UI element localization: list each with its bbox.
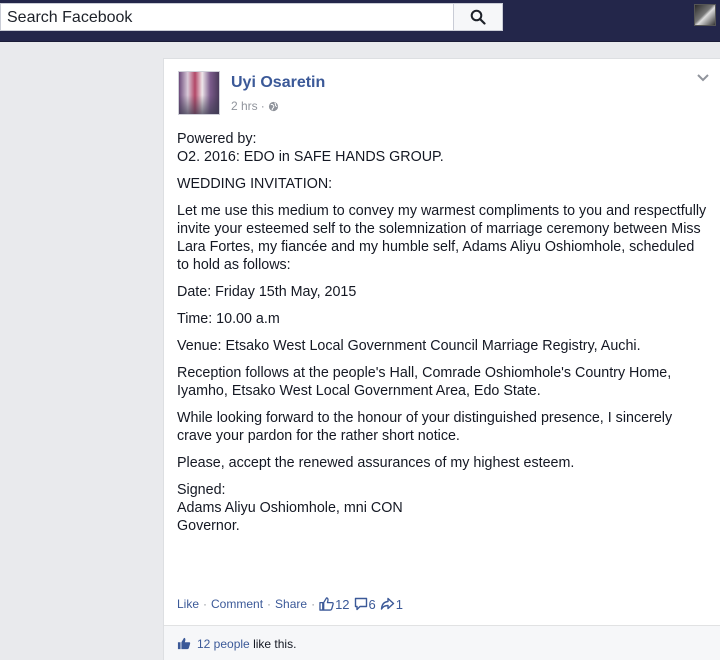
thumbs-up-icon [177, 637, 191, 650]
likes-summary-bar [164, 625, 720, 660]
author-name-link[interactable]: Uyi Osaretin [231, 74, 326, 91]
post-paragraph: Let me use this medium to convey my warmest compliments to you and respectfully invite your esteemed self to the solemnization of marriage ceremony between Miss Lara Fortes, my fiancée and my humble self, Adams Aliyu Oshiomhole, scheduled to hold as follows: [177, 203, 707, 273]
post-paragraph: While looking forward to the honour of your distinguished presence, I sincerely crave your pardon for the rather short notice. [177, 410, 673, 444]
post-body [177, 130, 707, 544]
search-button[interactable] [453, 3, 503, 31]
profile-avatar[interactable] [694, 4, 716, 26]
author-avatar[interactable] [178, 71, 220, 115]
top-navigation-bar [0, 0, 720, 42]
like-count: 12 [335, 596, 350, 612]
search-icon [470, 9, 486, 25]
globe-icon[interactable] [268, 101, 279, 112]
thumbs-up-icon [319, 597, 334, 611]
comment-bubble-icon [354, 597, 368, 611]
post-paragraph: Date: Friday 15th May, 2015 [177, 284, 357, 300]
share-count-button[interactable] [380, 597, 407, 612]
share-arrow-icon [380, 597, 395, 611]
post-meta [231, 99, 279, 113]
like-count-button[interactable] [319, 597, 353, 612]
share-link[interactable]: Share [275, 597, 308, 611]
post-paragraph: Signed: Adams Aliyu Oshiomhole, mni CON Governor. [177, 482, 403, 534]
likers-link[interactable]: 12 people [197, 636, 250, 651]
post-paragraph: Time: 10.00 a.m [177, 311, 280, 327]
comment-count: 6 [368, 596, 376, 612]
share-count: 1 [395, 596, 403, 612]
comment-count-button[interactable] [354, 597, 380, 612]
action-separator: · [267, 597, 272, 611]
feed-post [163, 58, 720, 660]
post-paragraph: Powered by: O2. 2016: EDO in SAFE HANDS GROUP. [177, 131, 444, 165]
search-input[interactable]: Search Facebook [0, 3, 453, 31]
post-paragraph: WEDDING INVITATION: [177, 176, 333, 192]
post-paragraph: Venue: Etsako West Local Government Council Marriage Registry, Auchi. [177, 338, 641, 354]
post-paragraph: Reception follows at the people's Hall, Comrade Oshiomhole's Country Home, Iyamho, Etsako West Local Government Area, Edo State. [177, 365, 672, 399]
comment-link[interactable]: Comment [211, 597, 264, 611]
post-actions [177, 594, 407, 614]
like-link[interactable]: Like [177, 597, 200, 611]
action-separator: · [311, 597, 316, 611]
meta-separator: · [260, 99, 265, 113]
likes-suffix: like this. [253, 636, 297, 651]
action-separator: · [203, 597, 208, 611]
post-time-link[interactable]: 2 hrs [231, 99, 258, 113]
chevron-down-icon[interactable] [696, 73, 710, 83]
post-paragraph: Please, accept the renewed assurances of my highest esteem. [177, 455, 575, 471]
